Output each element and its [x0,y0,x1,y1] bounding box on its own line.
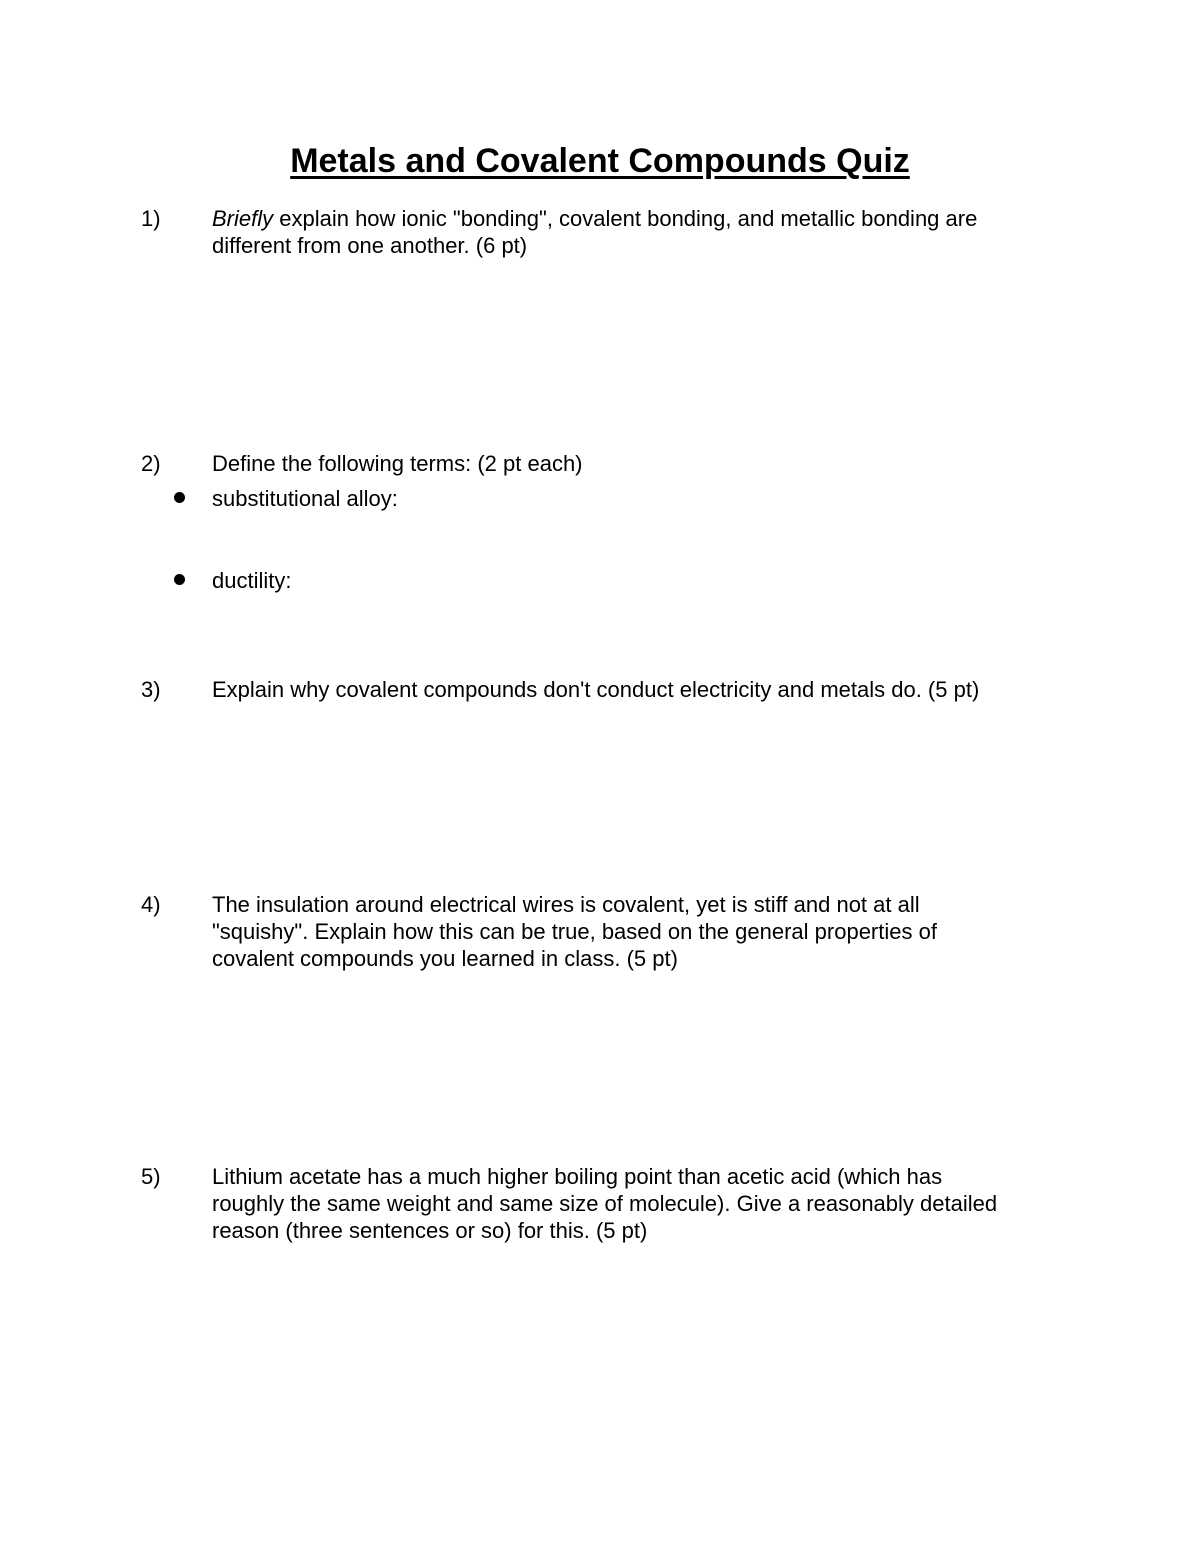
question-1-emphasis: Briefly [212,206,274,231]
question-5-line-1: Lithium acetate has a much higher boiling point than acetic acid (which has [212,1164,943,1189]
question-5-line-3: reason (three sentences or so) for this. (5 pt) [212,1218,648,1243]
question-2-number: 2) [141,451,161,476]
bullet-icon [174,574,185,585]
question-1-line-2: different from one another. (6 pt) [212,233,528,258]
bullet-icon [174,492,185,503]
question-5-number: 5) [141,1164,161,1189]
question-1-line-1-rest: explain how ionic "bonding", covalent bonding, and metallic bonding are [273,206,978,231]
question-4-line-3: covalent compounds you learned in class. (5 pt) [212,946,678,971]
question-1-text [212,205,1092,259]
term-ductility: ductility: [212,568,292,593]
question-2-text: Define the following terms: (2 pt each) [212,451,583,476]
term-substitutional-alloy: substitutional alloy: [212,486,398,511]
question-3-number: 3) [141,677,161,702]
question-4-line-1: The insulation around electrical wires is covalent, yet is stiff and not at all [212,892,920,917]
question-3-text [212,676,1092,703]
question-1-number: 1) [141,206,161,231]
page-title: Metals and Covalent Compounds Quiz [290,142,910,180]
question-5-text [212,1163,1092,1244]
question-3-line-1: Explain why covalent compounds don't conduct electricity and metals do. (5 pt) [212,677,980,702]
question-1-line-1 [212,205,1092,232]
question-5-line-2: roughly the same weight and same size of molecule). Give a reasonably detailed [212,1191,998,1216]
question-4-text [212,891,1092,972]
question-4-number: 4) [141,892,161,917]
question-4-line-2: "squishy". Explain how this can be true, based on the general properties of [212,919,937,944]
